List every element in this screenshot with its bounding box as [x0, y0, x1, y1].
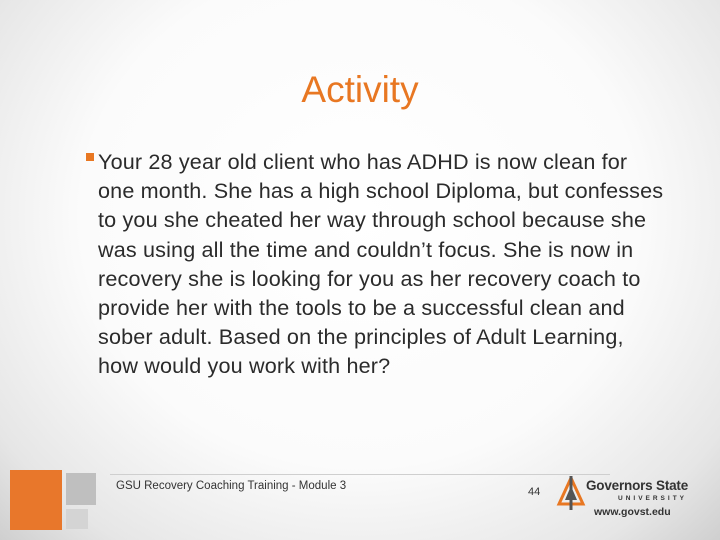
decor-grey-square	[66, 473, 96, 505]
page-number: 44	[528, 486, 541, 498]
logo-name: Governors State	[586, 478, 689, 493]
bullet-item	[86, 147, 666, 381]
slide-title	[0, 66, 720, 114]
university-logo	[556, 476, 706, 520]
logo-subtitle: UNIVERSITY	[618, 495, 688, 502]
slide-title-text: Activity	[301, 69, 419, 110]
gsu-emblem-icon	[556, 476, 586, 510]
bullet-square-icon	[86, 153, 94, 161]
bullet-text: Your 28 year old client who has ADHD is now clean for one month. She has a high school Diploma, but confesses to you she cheated her way through school because she was using all the time and couldn’t focus. She is now in recovery she is looking for you as her recovery coach to provide her with the tools to be a successful clean and sober adult. Based on the principles of Adult Learning, how would you work with her?	[98, 149, 664, 379]
decor-light-grey-square	[66, 509, 88, 529]
logo-url: www.govst.edu	[594, 506, 671, 518]
footer-divider	[110, 474, 610, 475]
decor-orange-square	[10, 470, 62, 530]
footer-text: GSU Recovery Coaching Training - Module 3	[116, 480, 347, 492]
